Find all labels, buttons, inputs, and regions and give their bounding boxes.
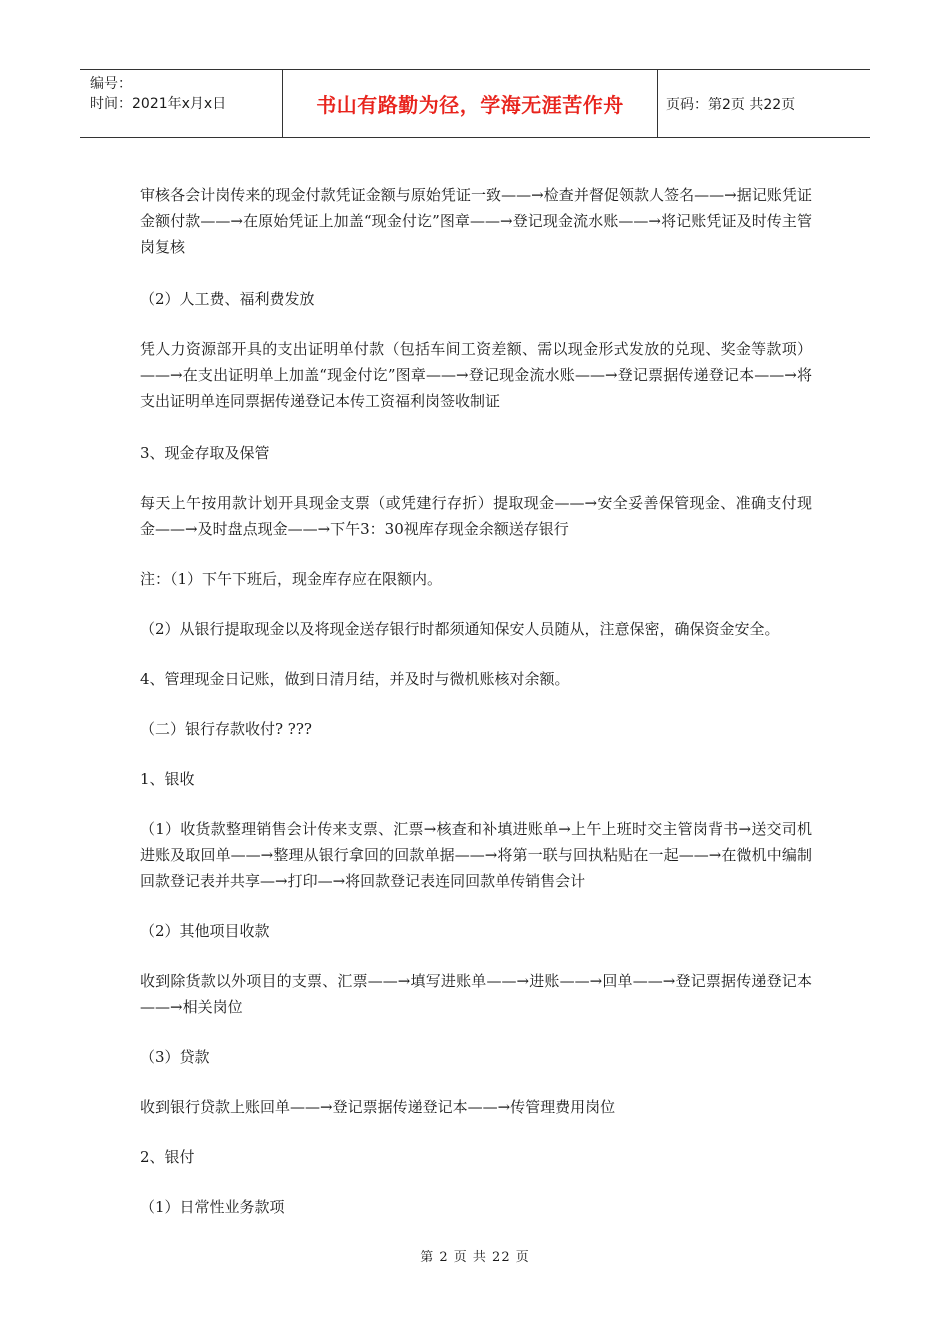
section-heading: （2）其他项目收款 [140, 922, 270, 940]
paragraph: 收到银行贷款上账回单——→登记票据传递登记本——→传管理费用岗位 [140, 1098, 616, 1116]
paragraph: 审核各会计岗传来的现金付款凭证金额与原始凭证一致——→检查并督促领款人签名——→据记账凭证金额付款——→在原始凭证上加盖“现金付讫”图章——→登记现金流水账——→将记账凭证及时传主管岗复核 [140, 186, 812, 256]
section-heading: 4、管理现金日记账，做到日清月结，并及时与微机账核对余额。 [140, 670, 570, 688]
paragraph: 收到除货款以外项目的支票、汇票——→填写进账单——→进账——→回单——→登记票据传递登记本——→相关岗位 [140, 972, 812, 1016]
note: （2）从银行提取现金以及将现金送存银行时都须通知保安人员随从，注意保密，确保资金安全。 [140, 620, 780, 638]
header-motto: 书山有路勤为径，学海无涯苦作舟 [282, 70, 658, 137]
section-heading: （3）贷款 [140, 1048, 210, 1066]
section-heading: （二）银行存款收付? ??? [140, 720, 312, 738]
time-label: 时间：2021年x月x日 [90, 96, 227, 112]
paragraph: 凭人力资源部开具的支出证明单付款（包括车间工资差额、需以现金形式发放的兑现、奖金等款项）——→在支出证明单上加盖“现金付讫”图章——→登记现金流水账——→登记票据传递登记本——→将支出证明单连同票据传递登记本传工资福利岗签收制证 [140, 340, 812, 410]
section-heading: （2）人工费、福利费发放 [140, 290, 315, 308]
page-footer: 第 2 页 共 22 页 [420, 1250, 530, 1265]
section-heading: （1）日常性业务款项 [140, 1198, 285, 1216]
paragraph: 每天上午按用款计划开具现金支票（或凭建行存折）提取现金——→安全妥善保管现金、准确支付现金——→及时盘点现金——→下午3：30视库存现金余额送存银行 [140, 494, 812, 538]
header-meta [80, 70, 282, 137]
section-heading: 1、银收 [140, 770, 195, 788]
header-page-info: 页码：第2页 共22页 [666, 96, 796, 113]
section-heading: 2、银付 [140, 1148, 195, 1166]
page-header [80, 69, 870, 138]
section-heading: 3、现金存取及保管 [140, 444, 270, 462]
note: 注：（1）下午下班后，现金库存应在限额内。 [140, 570, 443, 588]
paragraph: （1）收货款整理销售会计传来支票、汇票→核查和补填进账单→上午上班时交主管岗背书→送交司机进账及取回单——→整理从银行拿回的回款单据——→将第一联与回执粘贴在一起——→在微机中编制回款登记表并共享—→打印—→将回款登记表连同回款单传销售会计 [140, 820, 812, 890]
number-label: 编号： [90, 76, 132, 92]
document-body [140, 182, 812, 1244]
